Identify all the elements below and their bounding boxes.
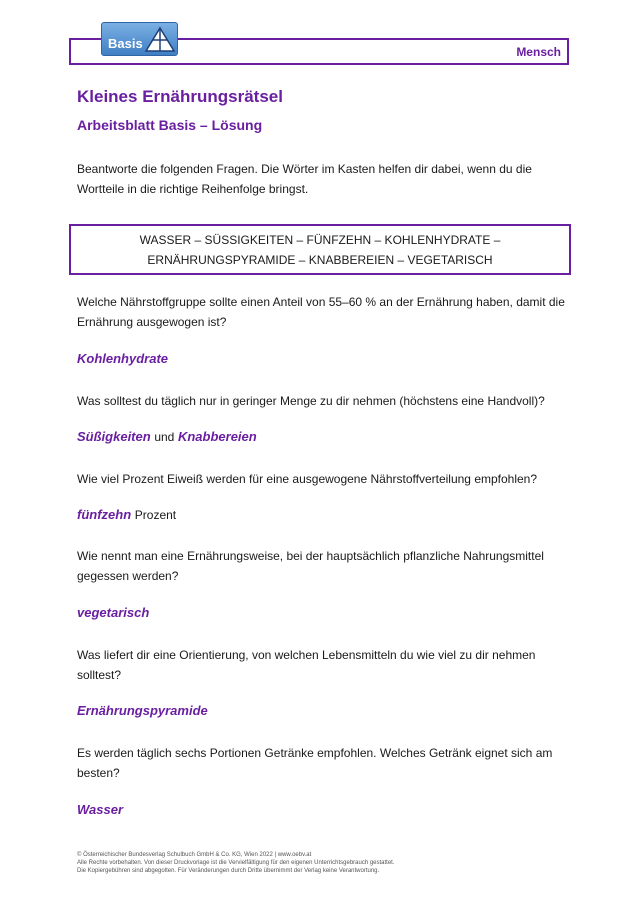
answer-text: vegetarisch	[77, 605, 150, 620]
footer	[77, 851, 577, 875]
basis-logo	[101, 22, 178, 56]
instructions	[77, 159, 567, 199]
answer-text: Kohlenhydrate	[77, 351, 169, 366]
question-line: Ernährung ausgewogen ist?	[77, 315, 227, 329]
question-line: gegessen werden?	[77, 569, 179, 583]
answer-4	[77, 604, 149, 622]
question-4	[77, 546, 567, 586]
word-box	[69, 224, 571, 275]
question-line: Welche Nährstoffgruppe sollte einen Anteil von 55–60 % an der Ernährung haben, damit die	[77, 295, 565, 309]
question-line: Wie nennt man eine Ernährungsweise, bei der hauptsächlich pflanzliche Nahrungsmittel	[77, 549, 544, 563]
answer-connector: und	[154, 430, 175, 444]
page-title: Kleines Ernährungsrätsel	[77, 87, 283, 106]
answer-text: Ernährungspyramide	[77, 703, 208, 718]
footer-line: Die Kopiergebühren sind abgegolten. Für Veränderungen durch Dritte übernimmt der Verlag keine Verantwortung.	[77, 868, 380, 874]
question-6	[77, 743, 567, 783]
answer-3	[77, 506, 176, 524]
pyramid-icon	[144, 26, 176, 53]
word-box-line: ERNÄHRUNGSPYRAMIDE – KNABBEREIEN – VEGETARISCH	[147, 253, 493, 267]
answer-text: Süßigkeiten	[77, 429, 151, 444]
question-line: solltest?	[77, 668, 122, 682]
word-box-line: WASSER – SÜSSIGKEITEN – FÜNFZEHN – KOHLENHYDRATE –	[139, 233, 501, 247]
footer-line: Alle Rechte vorbehalten. Von dieser Druckvorlage ist die Vervielfältigung für den eigenen Unterrichtsgebrauch gestattet.	[77, 860, 395, 866]
answer-2	[77, 428, 257, 446]
footer-line: © Österreichischer Bundesverlag Schulbuch GmbH & Co. KG, Wien 2022 | www.oebv.at	[77, 852, 312, 858]
answer-text: fünfzehn	[77, 507, 132, 522]
answer-suffix: Prozent	[134, 508, 177, 522]
section-label: Mensch	[516, 45, 561, 59]
answer-text: Wasser	[77, 802, 124, 817]
question-5	[77, 645, 567, 685]
instructions-line: Wortteile in die richtige Reihenfolge bringst.	[77, 182, 309, 196]
answer-text: Knabbereien	[177, 429, 257, 444]
question-line: Es werden täglich sechs Portionen Getränke empfohlen. Welches Getränk eignet sich am	[77, 746, 553, 760]
instructions-line: Beantworte die folgenden Fragen. Die Wörter im Kasten helfen dir dabei, wenn du die	[77, 162, 532, 176]
answer-1	[77, 350, 168, 368]
logo-text: Basis	[108, 36, 143, 51]
question-line: Was solltest du täglich nur in geringer Menge zu dir nehmen (höchstens eine Handvoll)?	[77, 394, 545, 408]
page-subtitle: Arbeitsblatt Basis – Lösung	[77, 117, 263, 133]
question-line: Was liefert dir eine Orientierung, von welchen Lebensmitteln du wie viel zu dir nehmen	[77, 648, 536, 662]
answer-6	[77, 801, 123, 819]
question-3	[77, 469, 567, 489]
question-1	[77, 292, 567, 332]
answer-5	[77, 702, 208, 720]
question-line: besten?	[77, 766, 120, 780]
question-line: Wie viel Prozent Eiweiß werden für eine ausgewogene Nährstoffverteilung empfohlen?	[77, 472, 538, 486]
question-2	[77, 391, 567, 411]
